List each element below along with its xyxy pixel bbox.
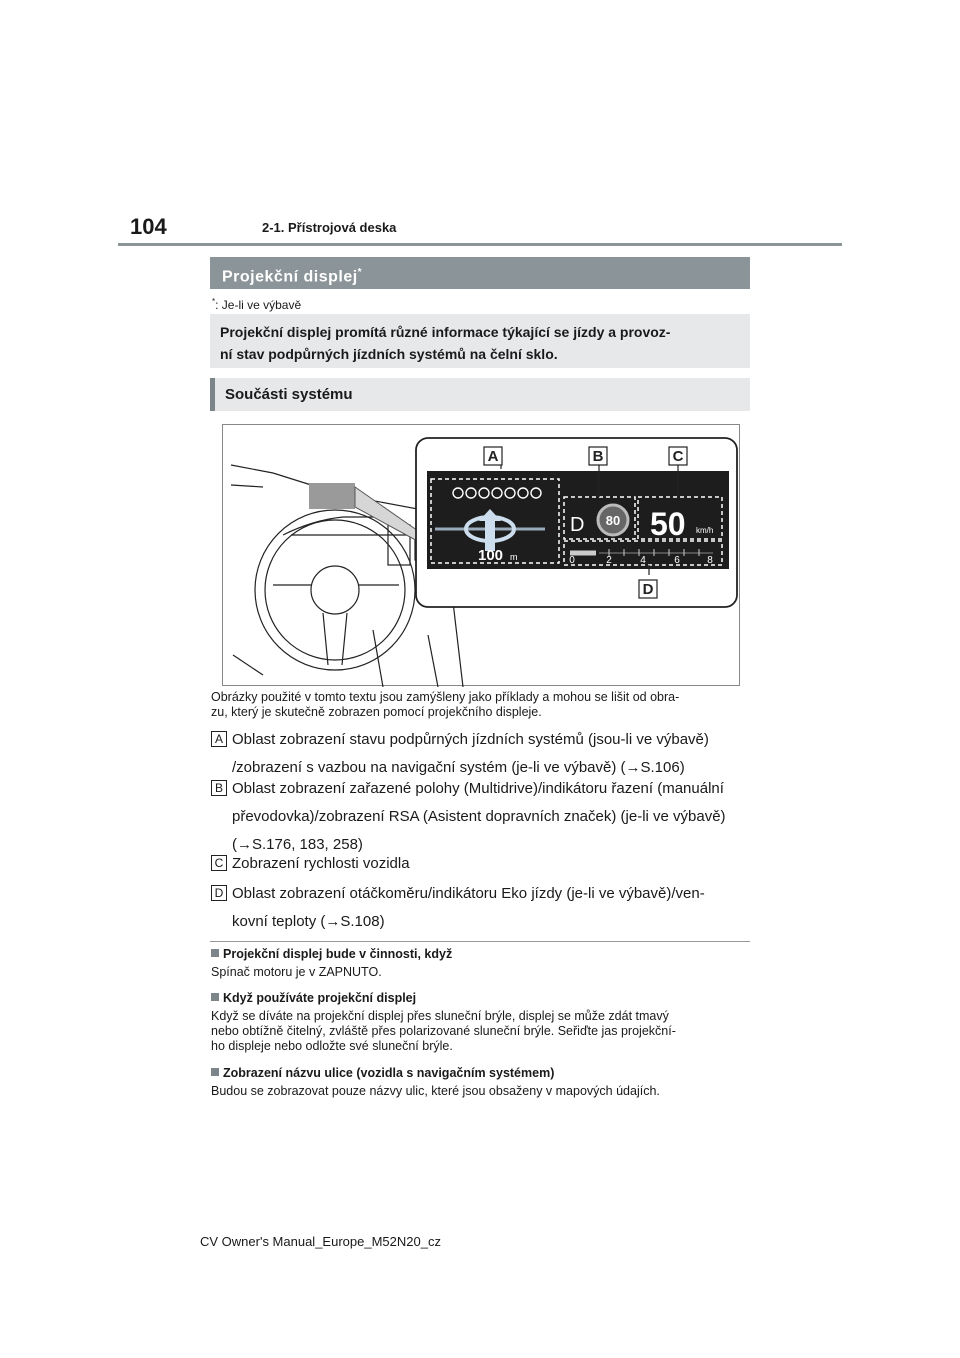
- subheading: Součásti systému: [210, 378, 750, 411]
- callout-a: [211, 726, 756, 782]
- callout-line: kovní teploty (→S.108): [232, 913, 385, 930]
- title-footnote-mark: *: [357, 267, 363, 278]
- callout-badge: C: [211, 855, 227, 871]
- callout-badge: A: [211, 731, 227, 747]
- callout-line: /zobrazení s vazbou na navigační systém (je-li ve výbavě) (→S.106): [232, 759, 685, 776]
- page-number: 104: [130, 214, 167, 239]
- footnote-text: : Je-li ve výbavě: [215, 298, 302, 312]
- figure-label-c: C: [672, 448, 684, 465]
- figure-caption: [211, 690, 751, 720]
- intro-box: [210, 314, 750, 368]
- note-line: Když se díváte na projekční displej přes sluneční brýle, displej se může zdát tmavý: [211, 1009, 669, 1023]
- figure-label-d: D: [642, 581, 654, 598]
- note-heading: [211, 991, 416, 1005]
- note-heading-text: Projekční displej bude v činnosti, když: [223, 947, 453, 961]
- header-divider: [118, 243, 842, 246]
- note-line: ho displeje nebo odložte své sluneční brýle.: [211, 1039, 453, 1053]
- hud-rpm-tick: 2: [606, 555, 612, 566]
- note-line: Spínač motoru je v ZAPNUTO.: [211, 965, 382, 979]
- section-divider: [210, 941, 750, 942]
- square-bullet-icon: [211, 949, 219, 957]
- footnote-mark: *: [212, 297, 216, 306]
- callout-b: [211, 775, 756, 859]
- hud-illustration: [222, 424, 740, 686]
- hud-rpm-tick: 4: [640, 555, 646, 566]
- square-bullet-icon: [211, 1068, 219, 1076]
- square-bullet-icon: [211, 993, 219, 1001]
- callout-line: Oblast zobrazení zařazené polohy (Multidrive)/indikátoru řazení (manuální: [232, 780, 724, 797]
- hud-speed: 50: [650, 506, 686, 542]
- caption-line: zu, který je skutečně zobrazen pomocí projekčního displeje.: [211, 705, 542, 719]
- note-heading: [211, 1066, 554, 1080]
- page-title-text: Projekční displej: [222, 268, 358, 286]
- note-body: [211, 965, 751, 980]
- footnote: [212, 297, 301, 312]
- note-line: Budou se zobrazovat pouze názvy ulic, které jsou obsaženy v mapových údajích.: [211, 1084, 660, 1098]
- figure-label-a: A: [487, 448, 499, 465]
- callout-line: Oblast zobrazení stavu podpůrných jízdních systémů (jsou-li ve výbavě): [232, 731, 709, 748]
- section-title: 2-1. Přístrojová deska: [262, 220, 397, 235]
- callout-line: Zobrazení rychlosti vozidla: [232, 855, 410, 872]
- caption-line: Obrázky použité v tomto textu jsou zamýšleny jako příklady a mohou se lišit od obra-: [211, 690, 680, 704]
- hud-rpm-tick: 0: [569, 555, 575, 566]
- callout-badge: D: [211, 885, 227, 901]
- callout-line: (→S.176, 183, 258): [232, 836, 363, 853]
- hud-rpm-tick: 8: [707, 555, 713, 566]
- hud-speed-unit: km/h: [696, 526, 714, 535]
- page-title: [210, 257, 750, 289]
- hud-gear-indicator: D: [570, 514, 585, 536]
- note-body: [211, 1084, 751, 1099]
- note-heading: [211, 947, 452, 961]
- figure-label-b: B: [592, 448, 604, 465]
- intro-line: ní stav podpůrných jízdních systémů na čelní sklo.: [220, 346, 558, 362]
- intro-line: Projekční displej promítá různé informace týkající se jízdy a provoz-: [220, 324, 671, 340]
- callout-d: [211, 880, 756, 936]
- note-heading-text: Když používáte projekční displej: [223, 991, 417, 1005]
- hud-speed-limit: 80: [605, 513, 621, 528]
- callout-badge: B: [211, 780, 227, 796]
- callout-line: Oblast zobrazení otáčkoměru/indikátoru Eko jízdy (je-li ve výbavě)/ven-: [232, 885, 705, 902]
- callout-c: [211, 850, 756, 878]
- hud-distance-unit: m: [510, 552, 518, 562]
- note-body: [211, 1009, 751, 1054]
- note-line: nebo obtížně čitelný, zvláště přes polarizované sluneční brýle. Seřiďte jas projekční-: [211, 1024, 676, 1038]
- note-heading-text: Zobrazení názvu ulice (vozidla s navigačním systémem): [223, 1066, 555, 1080]
- hud-rpm-tick: 6: [674, 555, 680, 566]
- footer-text: CV Owner's Manual_Europe_M52N20_cz: [200, 1234, 441, 1249]
- callout-line: převodovka)/zobrazení RSA (Asistent dopravních značek) (je-li ve výbavě): [232, 808, 726, 825]
- hud-distance: 100: [478, 547, 504, 564]
- hud-illustration-svg: [223, 425, 741, 687]
